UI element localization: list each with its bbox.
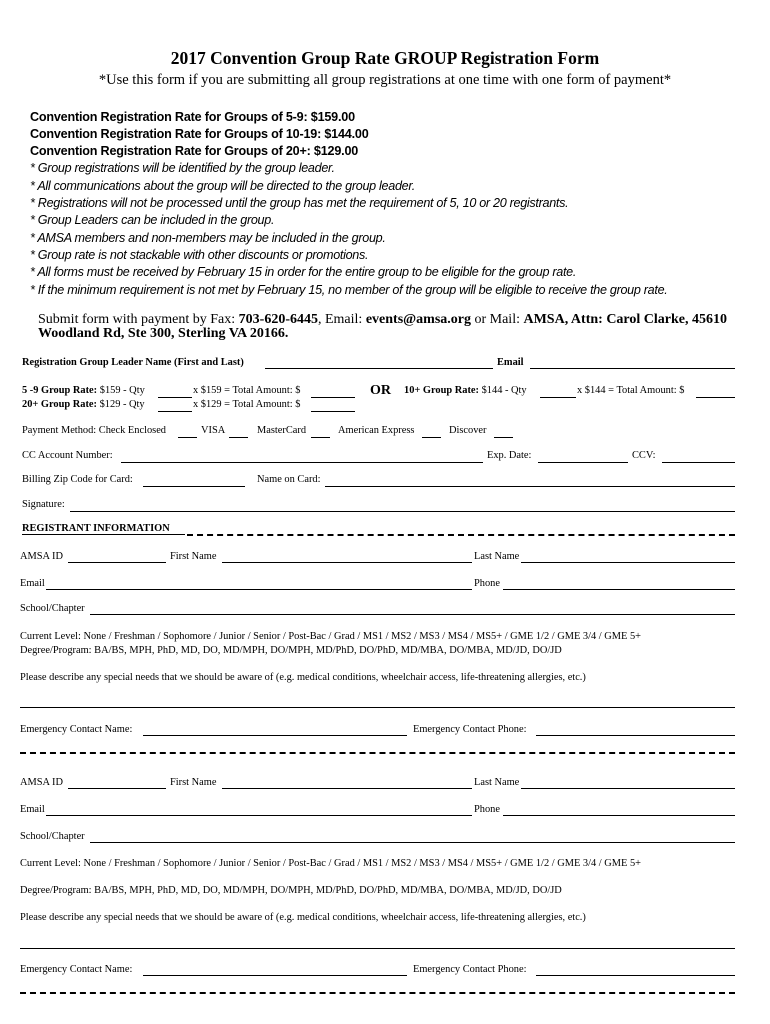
email-label: Email	[20, 578, 45, 589]
emergency-name-label: Emergency Contact Name:	[20, 964, 133, 975]
or-separator: OR	[370, 383, 391, 398]
qty-20-field[interactable]	[158, 411, 192, 412]
school-label: School/Chapter	[20, 831, 85, 842]
rule-item: * If the minimum requirement is not met by February 15, no member of the group will be eligible to receive the group rate.	[30, 283, 668, 297]
special-needs-field[interactable]	[20, 707, 735, 708]
last-name-label: Last Name	[474, 777, 520, 788]
phone-label: Phone	[474, 578, 500, 589]
ccv-field[interactable]	[662, 462, 735, 463]
rule-item: * Group Leaders can be included in the group.	[30, 213, 275, 227]
email-prefix: , Email:	[317, 312, 366, 327]
rate-20-qty-label: $129 - Qty	[99, 399, 145, 410]
mastercard-box[interactable]	[311, 437, 330, 438]
email-label: Email	[20, 804, 45, 815]
exp-date-field[interactable]	[538, 462, 628, 463]
visa-box[interactable]	[229, 437, 248, 438]
check-enclosed-box[interactable]	[178, 437, 197, 438]
dashed-divider	[20, 752, 735, 754]
rule-item: * Group rate is not stackable with other discounts or promotions.	[30, 248, 369, 262]
leader-email-label: Email	[497, 357, 524, 368]
signature-field[interactable]	[70, 511, 735, 512]
mastercard-label: MasterCard	[257, 425, 307, 436]
amsa-id-field[interactable]	[68, 562, 166, 563]
rate-5-9-label: 5 -9 Group Rate:	[22, 385, 98, 396]
leader-email-field[interactable]	[530, 368, 735, 369]
qty-5-9-field[interactable]	[158, 397, 192, 398]
amex-label: American Express	[338, 425, 415, 436]
total-20-field[interactable]	[311, 411, 355, 412]
phone-label: Phone	[474, 804, 500, 815]
email-field[interactable]	[46, 815, 472, 816]
emergency-name-field[interactable]	[143, 975, 407, 976]
rate-10-19: Convention Registration Rate for Groups of 10-19: $144.00	[30, 127, 369, 141]
rule-item: * Registrations will not be processed until the group has met the requirement of 5, 10 or 20 registrants.	[30, 196, 569, 210]
amsa-id-label: AMSA ID	[20, 551, 64, 562]
ccv-label: CCV:	[632, 450, 656, 461]
first-name-field[interactable]	[222, 788, 472, 789]
submit-prefix: Submit form with payment by Fax:	[38, 312, 239, 327]
rate-20-plus: Convention Registration Rate for Groups of 20+: $129.00	[30, 144, 359, 158]
rate-5-9-row	[22, 385, 145, 396]
school-field[interactable]	[90, 842, 735, 843]
last-name-field[interactable]	[521, 562, 735, 563]
first-name-field[interactable]	[222, 562, 472, 563]
rate-10-qty-label: $144 - Qty	[481, 385, 527, 396]
name-on-card-label: Name on Card:	[257, 474, 321, 485]
total-5-9-field[interactable]	[311, 397, 355, 398]
first-name-label: First Name	[170, 777, 217, 788]
rate-5-9: Convention Registration Rate for Groups of 5-9: $159.00	[30, 110, 355, 124]
rule-item: * All forms must be received by February 15 in order for the entire group to be eligible for the group rate.	[30, 265, 577, 279]
page-title: 2017 Convention Group Rate GROUP Registration Form	[170, 48, 600, 68]
signature-label: Signature:	[22, 499, 65, 510]
dashed-divider	[20, 992, 735, 994]
discover-box[interactable]	[494, 437, 513, 438]
exp-date-label: Exp. Date:	[487, 450, 532, 461]
billing-zip-label: Billing Zip Code for Card:	[22, 474, 133, 485]
phone-field[interactable]	[503, 815, 735, 816]
qty-10-field[interactable]	[540, 397, 576, 398]
mail-prefix: or Mail:	[470, 312, 524, 327]
emergency-phone-field[interactable]	[536, 735, 735, 736]
special-needs-label: Please describe any special needs that we should be aware of (e.g. medical conditions, wheelchair access, life-threatening allergies, etc.)	[20, 672, 586, 683]
special-needs-field[interactable]	[20, 948, 735, 949]
contact-email[interactable]: events@amsa.org	[365, 312, 471, 327]
payment-method-label: Payment Method: Check Enclosed	[22, 425, 166, 436]
cc-account-label: CC Account Number:	[22, 450, 113, 461]
rate-10-row	[404, 385, 527, 396]
emergency-phone-field[interactable]	[536, 975, 735, 976]
amsa-id-field[interactable]	[68, 788, 166, 789]
rate-5-9-total-label: x $159 = Total Amount: $	[193, 385, 301, 396]
registrant-header: REGISTRANT INFORMATION	[22, 523, 170, 534]
rate-5-9-qty-label: $159 - Qty	[99, 385, 145, 396]
email-field[interactable]	[46, 589, 472, 590]
billing-zip-field[interactable]	[143, 486, 245, 487]
amsa-id-label: AMSA ID	[20, 777, 64, 788]
school-label: School/Chapter	[20, 603, 85, 614]
discover-label: Discover	[449, 425, 487, 436]
page-subtitle: *Use this form if you are submitting all group registrations at one time with one form of payment*	[98, 72, 672, 88]
total-10-field[interactable]	[696, 397, 735, 398]
amex-box[interactable]	[422, 437, 441, 438]
last-name-label: Last Name	[474, 551, 520, 562]
rate-20-total-label: x $129 = Total Amount: $	[193, 399, 301, 410]
first-name-label: First Name	[170, 551, 217, 562]
mail-address-line2: Woodland Rd, Ste 300, Sterling VA 20166.	[38, 326, 289, 341]
school-field[interactable]	[90, 614, 735, 615]
submit-instructions	[38, 313, 727, 341]
rule-item: * AMSA members and non-members may be included in the group.	[30, 231, 386, 245]
emergency-phone-label: Emergency Contact Phone:	[413, 724, 527, 735]
visa-label: VISA	[201, 425, 226, 436]
last-name-field[interactable]	[521, 788, 735, 789]
leader-name-field[interactable]	[265, 368, 493, 369]
rate-20-label: 20+ Group Rate:	[22, 399, 97, 410]
cc-account-field[interactable]	[121, 462, 483, 463]
current-level-options: Current Level: None / Freshman / Sophomore / Junior / Senior / Post-Bac / Grad / MS1 / MS2 / MS3 / MS4 / MS5+ / GME 1/2 / GME 3/4 / GME 5+	[20, 858, 642, 869]
degree-program-options: Degree/Program: BA/BS, MPH, PhD, MD, DO, MD/MPH, DO/MPH, MD/PhD, DO/PhD, MD/MBA, DO/MBA, MD/JD, DO/JD	[20, 885, 562, 896]
rate-20-row	[22, 399, 145, 410]
mail-address-line1: AMSA, Attn: Carol Clarke, 45610	[523, 312, 727, 327]
dashed-divider	[187, 534, 735, 536]
rule-item: * Group registrations will be identified by the group leader.	[30, 161, 335, 175]
registrant-header-underline	[22, 534, 185, 535]
current-level-options: Current Level: None / Freshman / Sophomore / Junior / Senior / Post-Bac / Grad / MS1 / MS2 / MS3 / MS4 / MS5+ / GME 1/2 / GME 3/4 / GME 5+	[20, 631, 642, 642]
rule-item: * All communications about the group will be directed to the group leader.	[30, 179, 416, 193]
fax-number: 703-620-6445	[238, 312, 318, 327]
emergency-name-field[interactable]	[143, 735, 407, 736]
special-needs-label: Please describe any special needs that we should be aware of (e.g. medical conditions, wheelchair access, life-threatening allergies, etc.)	[20, 912, 586, 923]
emergency-name-label: Emergency Contact Name:	[20, 724, 133, 735]
leader-name-label: Registration Group Leader Name (First and Last)	[22, 357, 244, 368]
rate-10-total-label: x $144 = Total Amount: $	[577, 385, 685, 396]
rate-10-label: 10+ Group Rate:	[404, 385, 479, 396]
degree-program-options: Degree/Program: BA/BS, MPH, PhD, MD, DO, MD/MPH, DO/MPH, MD/PhD, DO/PhD, MD/MBA, DO/MBA, MD/JD, DO/JD	[20, 645, 562, 656]
name-on-card-field[interactable]	[325, 486, 735, 487]
emergency-phone-label: Emergency Contact Phone:	[413, 964, 527, 975]
phone-field[interactable]	[503, 589, 735, 590]
